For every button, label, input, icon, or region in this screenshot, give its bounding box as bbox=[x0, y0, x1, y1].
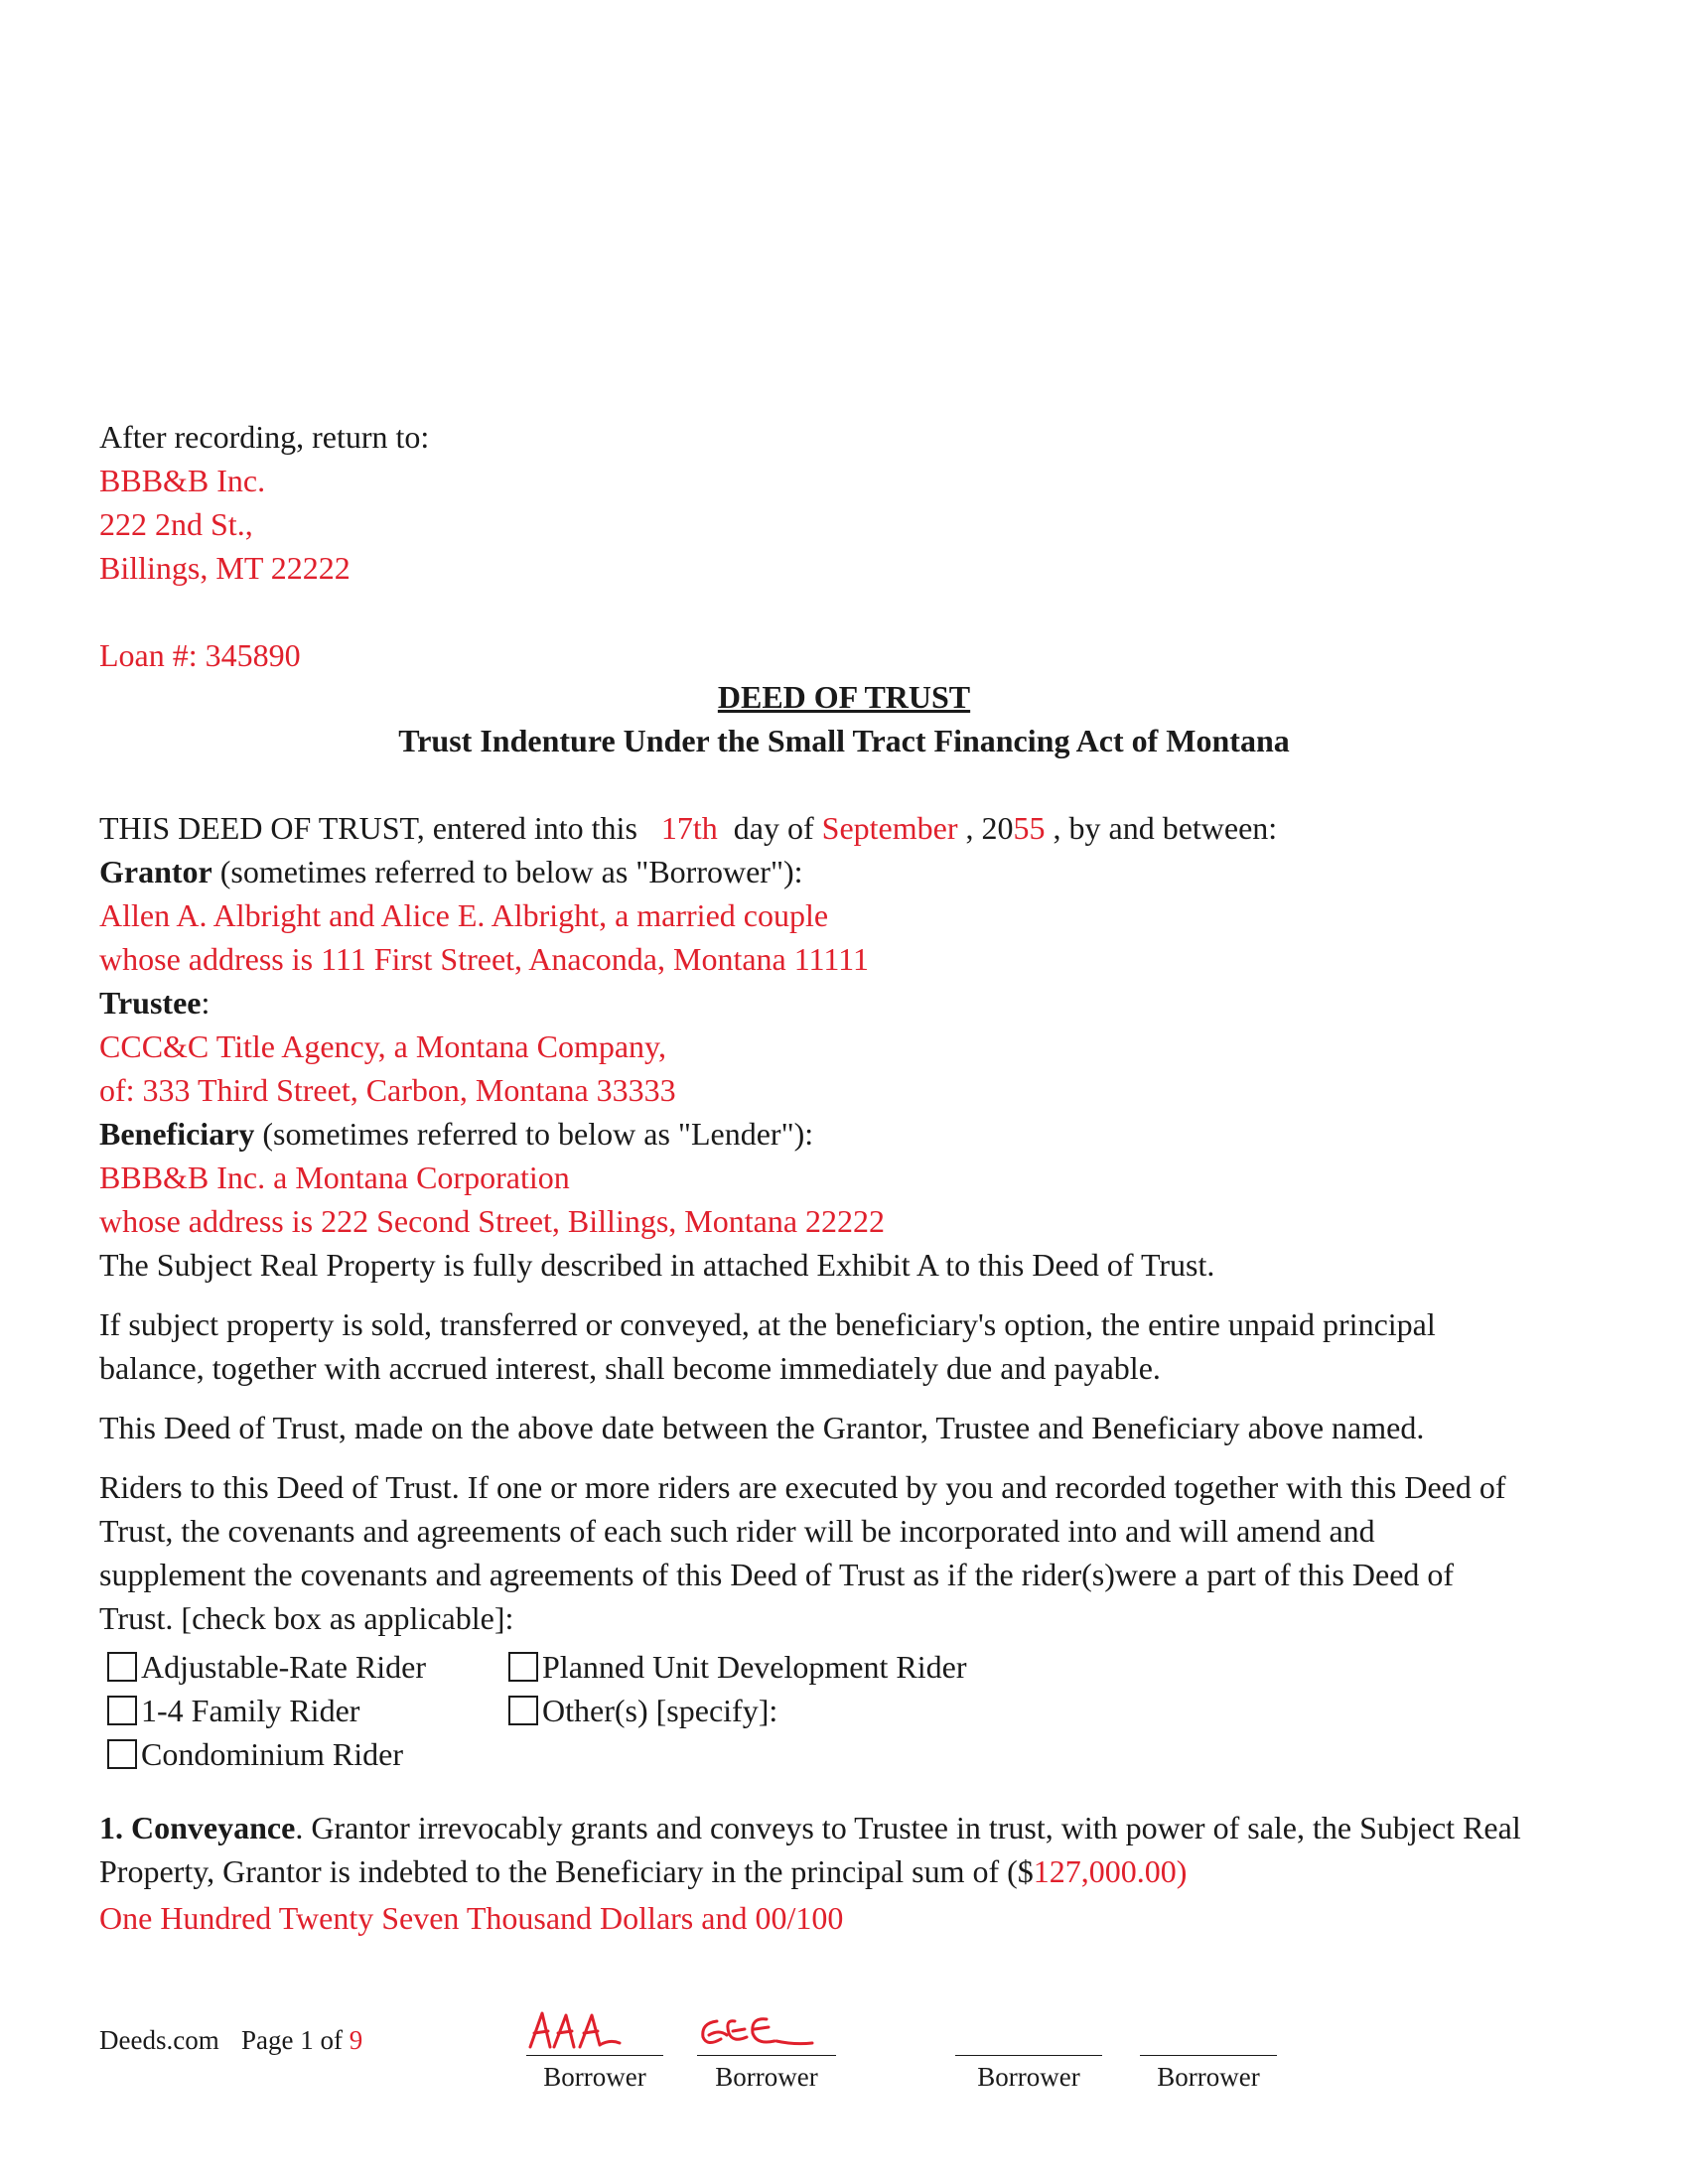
signature-label-3: Borrower bbox=[977, 2062, 1080, 2092]
loan-number-line bbox=[99, 639, 301, 671]
beneficiary-heading bbox=[99, 1118, 813, 1150]
trustee-colon: : bbox=[201, 985, 211, 1021]
return-city: Billings, MT 22222 bbox=[99, 550, 351, 586]
trustee-heading bbox=[99, 987, 210, 1019]
trustee-address: of: 333 Third Street, Carbon, Montana 33333 bbox=[99, 1072, 676, 1108]
rider-1-4-family[interactable] bbox=[107, 1695, 359, 1726]
beneficiary-name: BBB&B Inc. a Montana Corporation bbox=[99, 1160, 570, 1195]
trustee-name: CCC&C Title Agency, a Montana Company, bbox=[99, 1028, 666, 1064]
return-street: 222 2nd St., bbox=[99, 506, 253, 542]
document-subtitle: Trust Indenture Under the Small Tract Financing Act of Montana bbox=[398, 723, 1290, 758]
loan-number: 345890 bbox=[205, 637, 301, 673]
riders-text-line: Trust, the covenants and agreements of each such rider will be incorporated into and will amend and bbox=[99, 1513, 1375, 1549]
conveyance-text-1: . Grantor irrevocably grants and conveys to Trustee in trust, with power of sale, the Subject Real bbox=[295, 1810, 1521, 1845]
grantor-name: Allen A. Albright and Alice E. Albright, a married couple bbox=[99, 897, 829, 933]
grantor-label: Grantor bbox=[99, 854, 212, 889]
sale-clause-line: If subject property is sold, transferred or conveyed, at the beneficiary's option, the entire unpaid principal bbox=[99, 1306, 1436, 1342]
conveyance-heading: 1. Conveyance bbox=[99, 1810, 296, 1845]
beneficiary-label: Beneficiary bbox=[99, 1116, 255, 1152]
conveyance-line-1 bbox=[99, 1812, 1521, 1843]
made-on-line: This Deed of Trust, made on the above date between the Grantor, Trustee and Beneficiary above named. bbox=[99, 1410, 1425, 1445]
rider-label: Other(s) [specify]: bbox=[542, 1693, 778, 1728]
rider-others[interactable] bbox=[508, 1695, 777, 1726]
loan-label: Loan #: bbox=[99, 637, 206, 673]
subject-property-line: The Subject Real Property is fully described in attached Exhibit A to this Deed of Trust. bbox=[99, 1247, 1215, 1283]
rider-label: Planned Unit Development Rider bbox=[542, 1649, 967, 1685]
signature-line-4[interactable] bbox=[1140, 2055, 1277, 2056]
sale-clause-line: balance, together with accrued interest, shall become immediately due and payable. bbox=[99, 1350, 1161, 1386]
riders-text-line: supplement the covenants and agreements of this Deed of Trust as if the rider(s)were a part of this Deed of bbox=[99, 1557, 1455, 1592]
conveyance-line-2 bbox=[99, 1855, 1187, 1887]
signature-initials-1 bbox=[524, 2009, 667, 2057]
return-name: BBB&B Inc. bbox=[99, 463, 266, 498]
intro-month: September bbox=[821, 810, 958, 846]
checkbox-icon[interactable] bbox=[107, 1696, 137, 1725]
rider-label: 1-4 Family Rider bbox=[141, 1693, 360, 1728]
rider-label: Condominium Rider bbox=[141, 1736, 403, 1772]
checkbox-icon[interactable] bbox=[508, 1652, 538, 1682]
intro-prefix: THIS DEED OF TRUST, entered into this bbox=[99, 810, 637, 846]
checkbox-icon[interactable] bbox=[107, 1652, 137, 1682]
beneficiary-note: (sometimes referred to below as "Lender"): bbox=[254, 1116, 814, 1152]
rider-label: Adjustable-Rate Rider bbox=[141, 1649, 427, 1685]
signature-line-2[interactable] bbox=[697, 2055, 836, 2056]
grantor-address: whose address is 111 First Street, Anaconda, Montana 11111 bbox=[99, 941, 869, 977]
grantor-note: (sometimes referred to below as "Borrower"): bbox=[211, 854, 803, 889]
footer-site: Deeds.com bbox=[99, 2025, 219, 2055]
footer-page-label: Page 1 of bbox=[241, 2025, 350, 2055]
signature-label-4: Borrower bbox=[1157, 2062, 1260, 2092]
conveyance-amount: 127,000.00) bbox=[1033, 1853, 1188, 1889]
rider-adjustable-rate[interactable] bbox=[107, 1651, 426, 1683]
intro-day-of: day of bbox=[733, 810, 814, 846]
intro-day: 17th bbox=[660, 810, 718, 846]
signature-label-2: Borrower bbox=[715, 2062, 818, 2092]
rider-planned-unit-development[interactable] bbox=[508, 1651, 966, 1683]
return-heading: After recording, return to: bbox=[99, 419, 430, 455]
riders-text-line: Riders to this Deed of Trust. If one or more riders are executed by you and recorded together with this Deed of bbox=[99, 1469, 1506, 1505]
intro-line bbox=[99, 812, 1277, 844]
intro-suffix: , by and between: bbox=[1053, 810, 1278, 846]
document-title: DEED OF TRUST bbox=[717, 679, 971, 715]
signature-initials-2 bbox=[695, 2011, 844, 2057]
signature-label-1: Borrower bbox=[543, 2062, 646, 2092]
signature-line-1[interactable] bbox=[526, 2055, 663, 2056]
conveyance-text-2: Property, Grantor is indebted to the Beneficiary in the principal sum of ($ bbox=[99, 1853, 1034, 1889]
signature-line-3[interactable] bbox=[955, 2055, 1102, 2056]
conveyance-amount-words: One Hundred Twenty Seven Thousand Dollars and 00/100 bbox=[99, 1900, 844, 1936]
footer-page-number bbox=[241, 2027, 362, 2054]
beneficiary-address: whose address is 222 Second Street, Billings, Montana 22222 bbox=[99, 1203, 886, 1239]
riders-text-line: Trust. [check box as applicable]: bbox=[99, 1600, 514, 1636]
grantor-heading bbox=[99, 856, 803, 887]
intro-year-suffix: 55 bbox=[1013, 810, 1046, 846]
trustee-label: Trustee bbox=[99, 985, 202, 1021]
checkbox-icon[interactable] bbox=[107, 1739, 137, 1769]
intro-year-prefix: , 20 bbox=[965, 810, 1014, 846]
checkbox-icon[interactable] bbox=[508, 1696, 538, 1725]
rider-condominium[interactable] bbox=[107, 1738, 403, 1770]
footer-total-pages: 9 bbox=[349, 2025, 363, 2055]
